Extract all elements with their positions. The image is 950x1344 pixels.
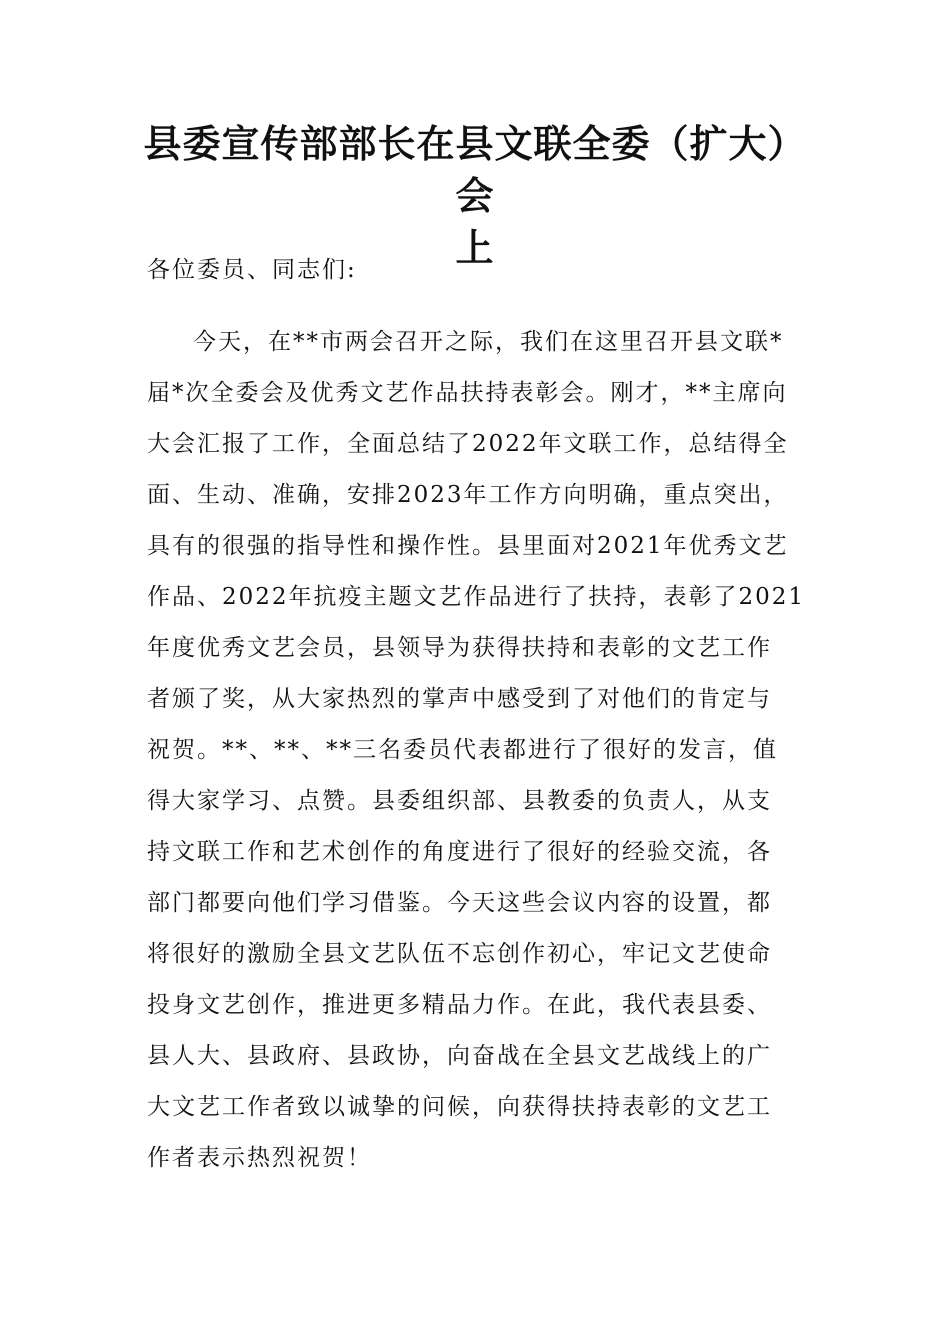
paragraph-line: 年度优秀文艺会员，县领导为获得扶持和表彰的文艺工作: [147, 635, 772, 661]
paragraph-line: 祝贺。**、**、**三名委员代表都进行了很好的发言，值: [147, 737, 778, 763]
paragraph-line: 今天，在**市两会召开之际，我们在这里召开县文联*: [193, 329, 784, 355]
paragraph-line: 持文联工作和艺术创作的角度进行了很好的经验交流，各: [147, 839, 772, 865]
paragraph-line: 大文艺工作者致以诚挚的问候，向获得扶持表彰的文艺工: [147, 1094, 772, 1120]
paragraph-line: 投身文艺创作，推进更多精品力作。在此，我代表县委、: [147, 992, 772, 1018]
paragraph-line: 作者表示热烈祝贺！: [147, 1145, 372, 1171]
document-title: [130, 118, 820, 274]
paragraph-line: 得大家学习、点赞。县委组织部、县教委的负责人，从支: [147, 788, 772, 814]
paragraph-line: 届*次全委会及优秀文艺作品扶持表彰会。刚才，**主席向: [147, 380, 788, 406]
paragraph-line: 作品、2022年抗疫主题文艺作品进行了扶持，表彰了2021: [147, 584, 806, 610]
paragraph-line: 县人大、县政府、县政协，向奋战在全县文艺战线上的广: [147, 1043, 772, 1069]
title-line-2: 上: [455, 225, 495, 270]
salutation: 各位委员、同志们:: [147, 257, 357, 283]
paragraph-line: 大会汇报了工作，全面总结了2022年文联工作，总结得全: [147, 431, 789, 457]
paragraph-line: 部门都要向他们学习借鉴。今天这些会议内容的设置，都: [147, 890, 772, 916]
title-line-1: 县委宣传部部长在县文联全委（扩大）会: [143, 121, 807, 218]
body-paragraph: [147, 317, 827, 1184]
paragraph-line: 具有的很强的指导性和操作性。县里面对2021年优秀文艺: [147, 533, 789, 559]
paragraph-line: 面、生动、准确，安排2023年工作方向明确，重点突出，: [147, 482, 789, 508]
paragraph-line: 者颁了奖，从大家热烈的掌声中感受到了对他们的肯定与: [147, 686, 772, 712]
paragraph-line: 将很好的激励全县文艺队伍不忘创作初心，牢记文艺使命: [147, 941, 772, 967]
